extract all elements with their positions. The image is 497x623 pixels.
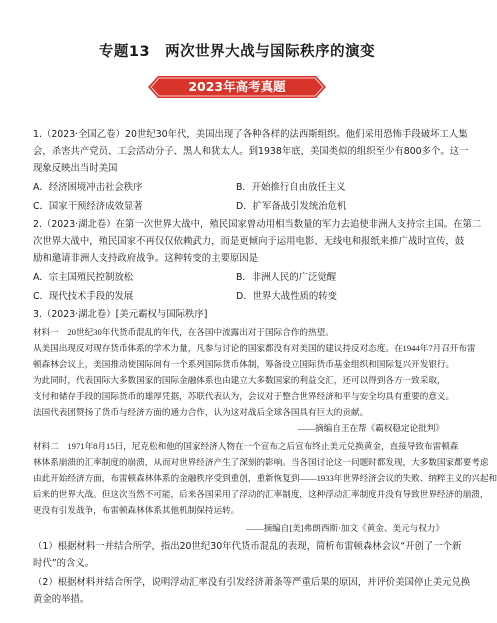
- material-2-line-1: 材料二 1971年8月15日，尼克松和他的国家经济人物在一个宣布之后宣布终止美元兑换黄金，直接导致布雷顿森: [33, 441, 459, 451]
- sub2-line-2: 黄金的举措。: [33, 594, 90, 605]
- q3-subquestion-1: [33, 538, 462, 572]
- banner-label: 2023年高考真题: [188, 79, 286, 94]
- material-1-line-6: 法国代表团赞扬了货币与经济方面的通力合作，认为这对战后全球各国具有巨大的贡献。: [33, 407, 369, 417]
- q1-line-3: 现象反映出当时美国: [33, 163, 118, 174]
- q1-option-c: C．国家干预经济成效显著: [33, 201, 143, 212]
- q2-option-d: D．世界大战性质的转变: [236, 291, 337, 302]
- material-1-line-3: 顿森林会议上，美国推动使国际间有一个系列国际货币体制，筹备设立国际货币基金组织和国际复兴开发银行。: [33, 359, 455, 369]
- q3-source-1: ——摘编自王在帮《霸权稳定论批判》: [297, 423, 444, 433]
- material-2-line-5: 更没有引发战争，布雷顿森林体系其他机制保持运转。: [33, 505, 240, 515]
- q1-line-2: 会，杀害共产党员、工会活动分子、黑人和犹太人。到1938年底，美国类似的组织至少有800多个。这一: [33, 146, 469, 157]
- material-2-line-4: 后来的世界大战。但这次当然不可能，后来各国采用了浮动的汇率制度，这种浮动汇率制度并没有导致世界经济的崩溃，: [33, 489, 489, 499]
- q1-line-1: 1.（2023·全国乙卷）20世纪30年代，美国出现了各种各样的法西斯组织。他们采用恐怖手段破坏工人集: [33, 129, 468, 140]
- sub2-line-1: （2）根据材料并结合所学，说明浮动汇率没有引发经济萧条等严重后果的原因，并评价美国停止美元兑换: [33, 577, 471, 588]
- sub1-line-2: 时代”的含义。: [33, 558, 95, 569]
- question-2-stem: [33, 216, 482, 267]
- material-1-line-5: 支付和储存手段的国际货币的雄厚凭据，苏联代表认为，会议对于整合世界经济和平与安全均具有重要的意义。: [33, 391, 455, 401]
- q2-option-c: C．现代技术手段的发展: [33, 291, 134, 302]
- q2-line-1: 2.（2023·湖北卷）在第一次世界大战中，殖民国家曾动用相当数量的军力去追使非洲人支持宗主国。在第二: [33, 219, 482, 230]
- question-1-stem: [33, 126, 469, 177]
- question-3-header: 3.（2023·湖北卷）[美元霸权与国际秩序]: [33, 309, 208, 320]
- q2-option-b: B．非洲人民的广泛觉醒: [236, 272, 337, 283]
- material-2-line-3: 由此开始经济方面，布雷顿森林体系的金融秩序受到重创，重新恢复到——1933年世界经济会议的失败、纳粹主义的兴起和: [33, 473, 497, 483]
- section-banner: [148, 76, 326, 98]
- material-1-line-4: 为此同时，代表国际大多数国家的国际金融体系也由建立大多数国家的利益交汇，还可以得到各方一致采取，: [33, 375, 446, 385]
- material-2-line-2: 林体系崩溃的汇率制度的崩溃，从而对世界经济产生了深刻的影响。当各国讨论这一问题时都发现，大多数国家都要考虑: [33, 457, 489, 467]
- material-1-line-1: 材料一 20世纪30年代货币混乱的年代，在各国中流露出对于国际合作的热望。: [33, 327, 334, 337]
- material-1-line-2: 从美国出现反对现存货币体系的学术力量，凡参与讨论的国家都没有对美国的建议持反对态度。在1944年7月召开布雷: [33, 343, 476, 353]
- q1-option-d: D．扩军备战引发统治危机: [236, 201, 347, 212]
- q3-subquestion-2: [33, 574, 471, 608]
- q2-line-3: 励和邀请非洲人支持政府战争。这种转变的主要原因是: [33, 253, 259, 264]
- document-title: 专题13 两次世界大战与国际秩序的演变: [98, 44, 376, 60]
- q2-line-2: 次世界大战中，殖民国家不再仅仅依赖武力，而是更倾向于运用电影、无线电和报纸来推广战时宣传，鼓: [33, 236, 465, 247]
- q3-material-2: [33, 438, 497, 518]
- q3-source-2: ——摘编自[美]弗朗西斯·加文《黄金、美元与权力》: [246, 523, 444, 533]
- q3-material-1: [33, 324, 476, 420]
- sub1-line-1: （1）根据材料一并结合所学，指出20世纪30年代货币混乱的表现，简析布雷顿森林会议“开创了一个新: [33, 541, 462, 552]
- q1-option-b: B．开始推行自由放任主义: [236, 182, 346, 193]
- q2-option-a: A．宗主国殖民控制放松: [33, 272, 134, 283]
- q1-option-a: A．经济困境冲击社会秩序: [33, 182, 143, 193]
